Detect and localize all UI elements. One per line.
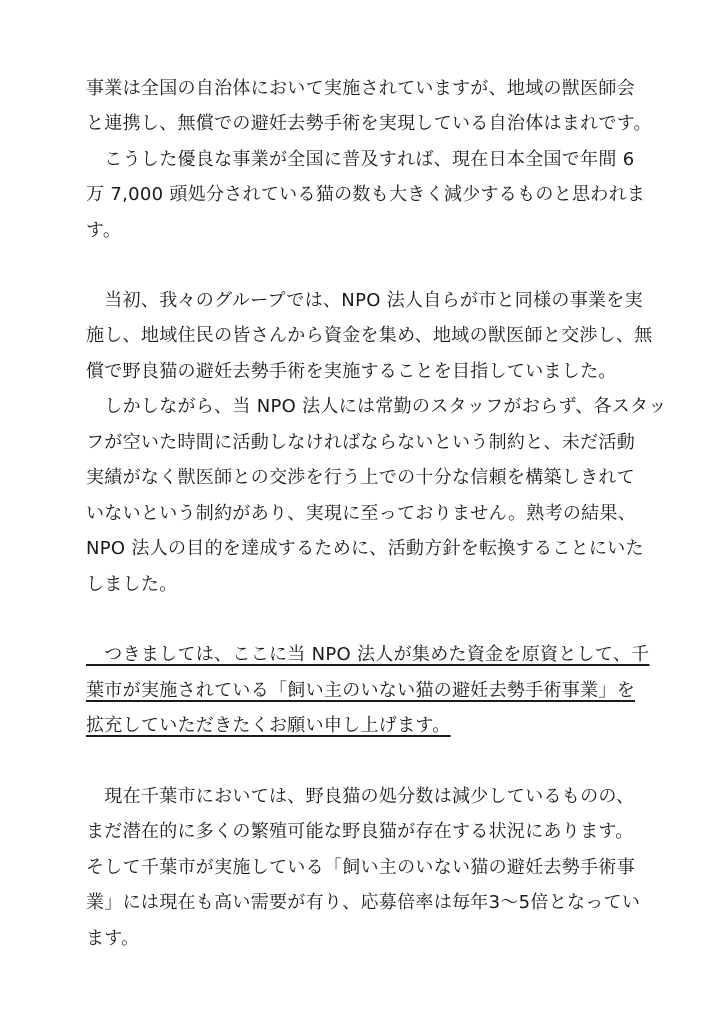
text-line: 万 7,000 頭処分されている猫の数も大きく減少するものと思われま: [86, 184, 646, 205]
text-line: つきましては、ここに当 NPO 法人が集めた資金を原資として、千: [86, 644, 650, 665]
text-line: しました。: [86, 574, 178, 595]
text-line: 現在千葉市においては、野良猫の処分数は減少しているものの、: [86, 786, 635, 807]
text-line: 業」には現在も高い需要が有り、応募倍率は毎年3～5倍となってい: [86, 892, 641, 913]
text-line: そして千葉市が実施している「飼い主のいない猫の避妊去勢手術事: [86, 857, 635, 878]
text-line: しかしながら、当 NPO 法人には常勤のスタッフがおらず、各スタッ: [86, 396, 667, 417]
text-line: 償で野良猫の避妊去勢手術を実施することを目指していました。: [86, 361, 617, 382]
text-line: 施し、地域住民の皆さんから資金を集め、地域の獣医師と交渉し、無: [86, 325, 653, 346]
text-line: 事業は全国の自治体において実施されていますが、地域の獣医師会: [86, 78, 635, 99]
text-line: 拡充していただきたくお願い申し上げます。: [86, 715, 451, 736]
text-line: と連携し、無償での避妊去勢手術を実現している自治体はまれです。: [86, 113, 652, 134]
text-line: す。: [86, 220, 122, 241]
text-line: ます。: [86, 928, 140, 949]
text-line: 葉市が実施されている「飼い主のいない猫の避妊去勢手術事業」を: [86, 680, 635, 701]
text-line: まだ潜在的に多くの繁殖可能な野良猫が存在する状況にあります。: [86, 821, 634, 842]
text-line: 当初、我々のグループでは、NPO 法人自らが市と同様の事業を実: [86, 290, 643, 311]
text-line: いないという制約があり、実現に至っておりません。熟考の結果、: [86, 503, 637, 524]
text-line: こうした優良な事業が全国に普及すれば、現在日本全国で年間 6: [86, 149, 635, 170]
text-line: フが空いた時間に活動しなければならないという制約と、未だ活動: [86, 432, 635, 453]
text-line: 実績がなく獣医師との交渉を行う上での十分な信頼を構築しきれて: [86, 467, 635, 488]
text-line: NPO 法人の目的を達成するために、活動方針を転換することにいた: [86, 538, 644, 559]
